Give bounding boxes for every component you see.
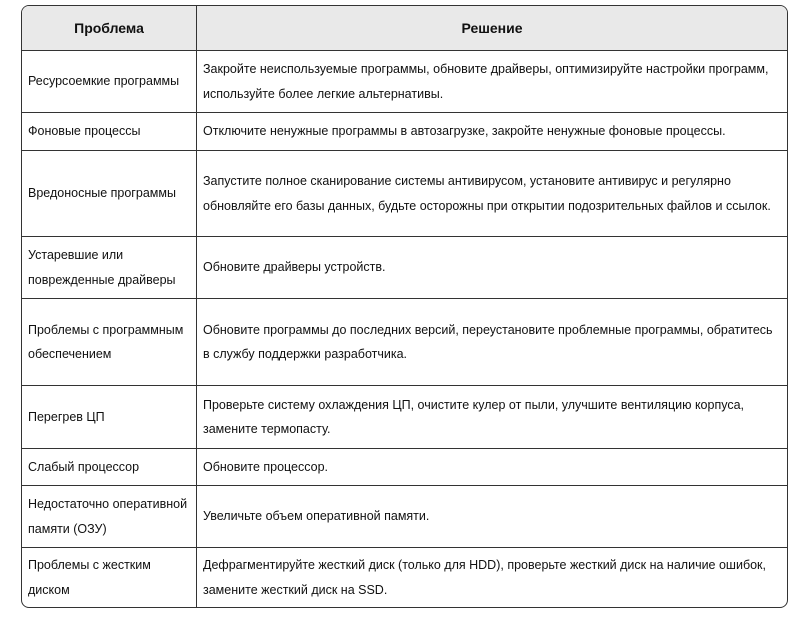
table-row [22, 298, 787, 385]
table-row [22, 112, 787, 150]
problem-cell: Фоновые процессы [22, 113, 197, 150]
table-row [22, 547, 787, 607]
problems-table [21, 5, 788, 608]
solution-cell: Дефрагментируйте жесткий диск (только для HDD), проверьте жесткий диск на наличие ошибок, замените жесткий диск на SSD. [203, 558, 767, 597]
header-solution: Решение [461, 19, 523, 36]
table-row [22, 50, 787, 112]
table-row [22, 236, 787, 298]
solution-cell: Закройте неиспользуемые программы, обновите драйверы, оптимизируйте настройки программ, используйте более легкие альтернативы. [203, 62, 769, 101]
solution-cell: Обновите драйверы устройств. [203, 260, 386, 275]
table-row [22, 485, 787, 547]
table-row [22, 385, 787, 448]
solution-cell: Увеличьте объем оперативной памяти. [203, 509, 430, 524]
solution-cell: Обновите процессор. [203, 459, 329, 474]
table-header [22, 6, 787, 50]
problem-cell: Проблемы с жестким диском [22, 548, 197, 607]
problem-cell: Недостаточно оперативной памяти (ОЗУ) [22, 486, 197, 547]
problem-cell: Слабый процессор [22, 449, 197, 485]
table-row [22, 448, 787, 485]
problem-cell: Перегрев ЦП [22, 386, 197, 448]
header-problem: Проблема [22, 6, 197, 50]
solution-cell: Проверьте систему охлаждения ЦП, очистите кулер от пыли, улучшите вентиляцию корпуса, замените термопасту. [203, 397, 745, 436]
problem-cell: Проблемы с программным обеспечением [22, 299, 197, 385]
problem-cell: Вредоносные программы [22, 151, 197, 236]
solution-cell: Обновите программы до последних версий, переустановите проблемные программы, обратитесь в службу поддержки разработчика. [203, 322, 773, 361]
solution-cell: Запустите полное сканирование системы антивирусом, установите антивирус и регулярно обновляйте его базы данных, будьте осторожны при открытии подозрительных файлов и ссылок. [203, 174, 771, 213]
problem-cell: Ресурсоемкие программы [22, 51, 197, 112]
table-row [22, 150, 787, 236]
problem-cell: Устаревшие или поврежденные драйверы [22, 237, 197, 298]
solution-cell: Отключите ненужные программы в автозагрузке, закройте ненужные фоновые процессы. [203, 124, 726, 139]
